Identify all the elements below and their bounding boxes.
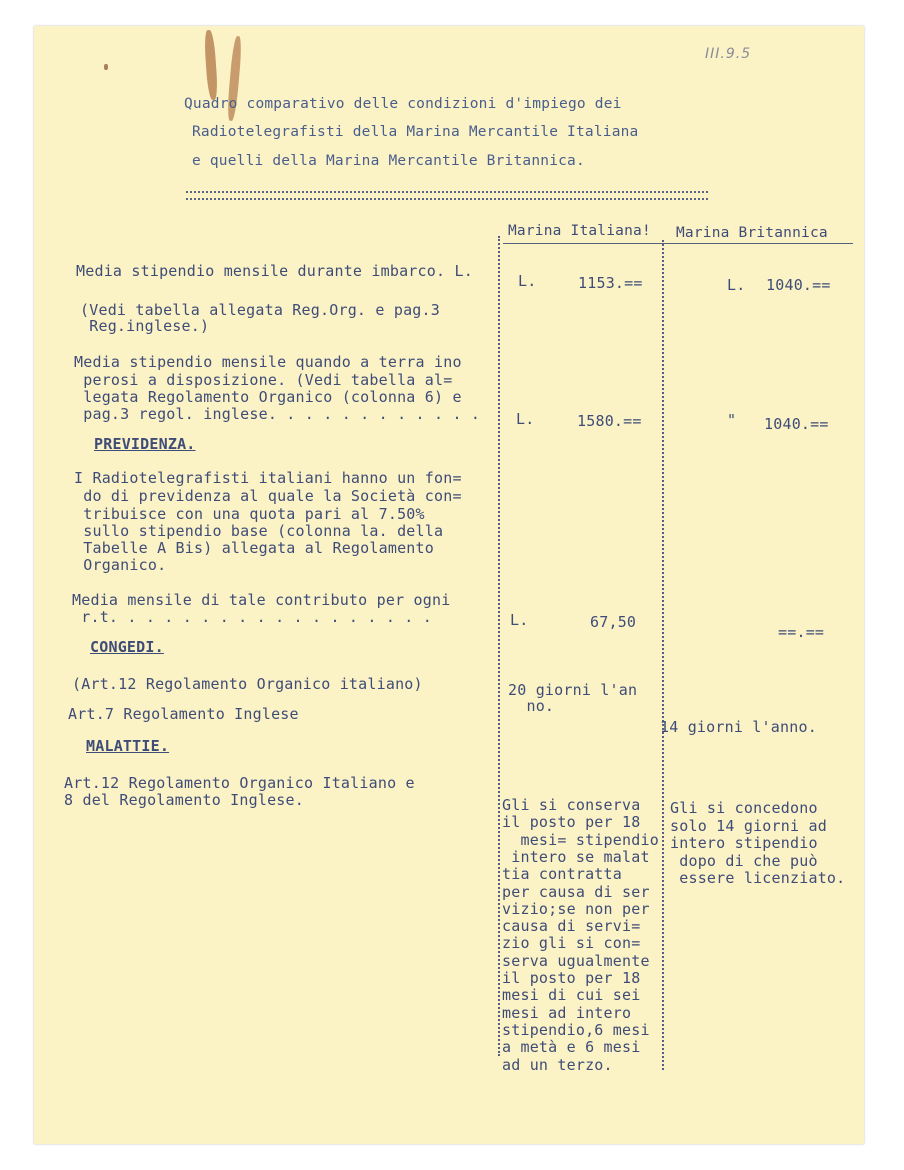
column-separator-right [662, 240, 664, 1070]
malattie-uk-line: intero stipendio [670, 834, 818, 852]
section-heading-previdenza: PREVIDENZA. [94, 435, 196, 453]
malattie-it-line: intero se malat [502, 847, 650, 866]
header-underline [503, 243, 853, 244]
malattie-uk-line: Gli si concedono [670, 799, 818, 817]
malattie-it-line: Gli si conserva [502, 796, 641, 814]
malattie-line-2: 8 del Regolamento Inglese. [64, 791, 304, 809]
title-line-1: Quadro comparativo delle condizioni d'impiego dei [184, 96, 622, 112]
section-heading-malattie: MALATTIE. [86, 737, 170, 755]
row1-it-value: 1153.== [578, 274, 643, 292]
row3-label-line-2: r.t. . . . . . . . . . . . . . . . . . [72, 608, 432, 626]
section-heading-congedi: CONGEDI. [90, 638, 164, 656]
malattie-it-line: causa di servi= [502, 917, 641, 936]
column-separator-left [498, 236, 500, 1056]
congedi-it-line-2: no. [508, 697, 555, 715]
column-header-britannica: Marina Britannica [676, 225, 828, 241]
rust-stain [104, 64, 108, 70]
row2-uk-value: 1040.== [764, 415, 829, 433]
row2-label-line-2: perosi a disposizione. (Vedi tabella al= [74, 371, 453, 389]
malattie-it-line: tia contratta [502, 865, 622, 884]
malattie-it-line: ad un terzo. [502, 1055, 613, 1074]
previdenza-line-1: I Radiotelegrafisti italiani hanno un fon= [74, 469, 462, 487]
row2-label-line-1: Media stipendio mensile quando a terra ino [74, 353, 462, 371]
malattie-it-line: mesi= stipendio [502, 830, 659, 849]
row3-it-currency: L. [510, 611, 529, 629]
row2-it-value: 1580.== [577, 412, 642, 430]
row2-uk-currency: " [727, 411, 737, 429]
previdenza-line-6: Organico. [74, 556, 167, 574]
malattie-it-line: vizio;se non per [502, 899, 650, 918]
malattie-it-line: a metà e 6 mesi [502, 1038, 641, 1057]
row3-uk-value: ==.== [778, 623, 825, 641]
title-rule [186, 191, 708, 200]
malattie-line-1: Art.12 Regolamento Organico Italiano e [64, 774, 415, 792]
rust-stain [204, 30, 219, 101]
title-line-3: e quelli della Marina Mercantile Britannica. [192, 153, 585, 169]
malattie-uk-line: essere licenziato. [670, 869, 846, 887]
malattie-uk-line: solo 14 giorni ad [670, 816, 827, 835]
malattie-it-line: zio gli si con= [502, 934, 641, 953]
row1-label-line-1: Media stipendio mensile durante imbarco. L. [76, 262, 473, 280]
malattie-it-line: per causa di ser [502, 882, 650, 901]
malattie-it-line: serva ugualmente [502, 951, 650, 970]
row1-label-line-3: Reg.inglese.) [80, 317, 210, 335]
row1-uk-value: 1040.== [766, 276, 831, 294]
malattie-it-line: il posto per 18 [502, 969, 641, 987]
malattie-uk-line: dopo di che può [670, 851, 818, 870]
row1-uk-currency: L. [727, 276, 746, 294]
row3-it-value: 67,50 [590, 613, 637, 631]
archive-reference: III.9.5 [705, 46, 752, 62]
row1-it-currency: L. [518, 272, 537, 290]
row2-it-currency: L. [516, 410, 535, 428]
congedi-line-1: (Art.12 Regolamento Organico italiano) [72, 675, 423, 693]
congedi-line-2: Art.7 Regolamento Inglese [68, 705, 299, 723]
malattie-it-line: il posto per 18 [502, 813, 641, 832]
row3-label-line-1: Media mensile di tale contributo per ogni [72, 591, 451, 609]
previdenza-line-4: sullo stipendio base (colonna la. della [74, 522, 444, 540]
column-header-italiana: Marina Italiana! [508, 223, 651, 239]
previdenza-line-2: do di previdenza al quale la Società con= [74, 487, 462, 505]
row2-label-line-3: legata Regolamento Organico (colonna 6) e [74, 388, 462, 406]
malattie-it-line: stipendio,6 mesi [502, 1020, 650, 1039]
malattie-it-line: mesi di cui sei [502, 986, 641, 1005]
row1-label-line-2: (Vedi tabella allegata Reg.Org. e pag.3 [80, 301, 440, 319]
congedi-uk-text: 14 giorni l'anno. [660, 718, 817, 736]
title-line-2: Radiotelegrafisti della Marina Mercantile Italiana [192, 124, 639, 140]
congedi-it-line-1: 20 giorni l'an [508, 681, 638, 699]
previdenza-line-5: Tabelle A Bis) allegata al Regolamento [74, 539, 434, 557]
malattie-it-line: mesi ad intero [502, 1003, 632, 1022]
previdenza-line-3: tribuisce con una quota pari al 7.50% [74, 505, 425, 523]
row2-label-line-4: pag.3 regol. inglese. . . . . . . . . . . . [74, 405, 481, 423]
